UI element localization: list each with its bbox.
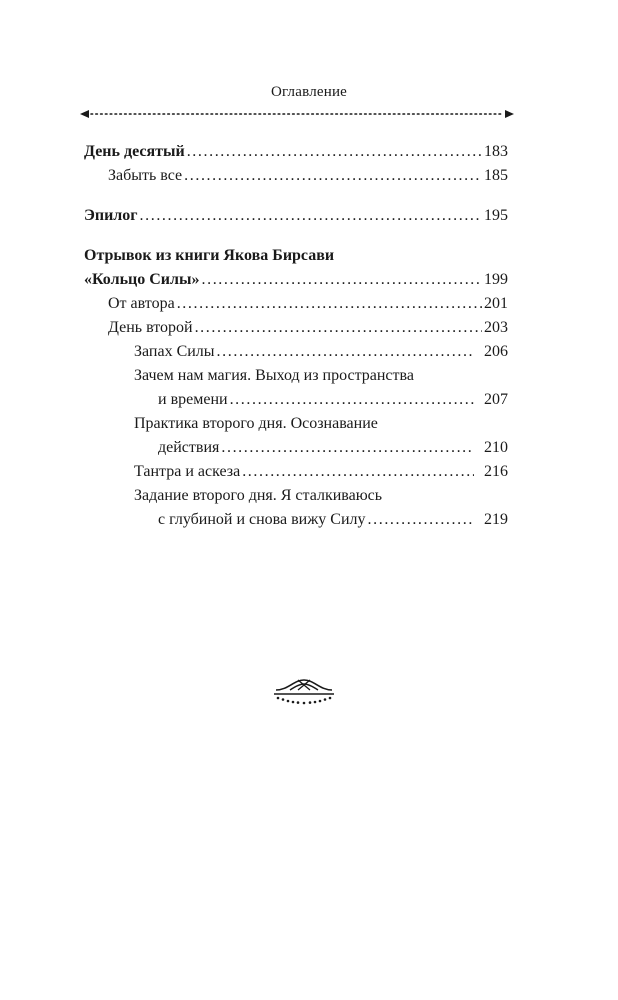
toc-page: 201 (484, 295, 508, 312)
toc-title: Запах Силы (134, 343, 215, 360)
leader-dots (195, 316, 482, 340)
leader-dots (177, 292, 482, 316)
dotted-arrow-rule-icon (80, 106, 514, 122)
leader-dots (140, 204, 482, 228)
toc-entry-practice-day2-line1[interactable]: Практика второго дня. Осознавание (134, 415, 378, 432)
leader-dots (187, 140, 482, 164)
toc-page: 210 (484, 439, 508, 456)
toc-page: 207 (484, 391, 508, 408)
leader-dots (230, 388, 474, 412)
toc-title: День второй (108, 319, 193, 336)
toc-title: действия (158, 439, 220, 456)
leader-dots (202, 268, 483, 292)
leader-dots (368, 508, 474, 532)
toc-page: 206 (484, 343, 508, 360)
toc-entry-day10[interactable] (84, 140, 508, 164)
toc-title: с глубиной и снова вижу Силу (158, 511, 366, 528)
toc-entry-excerpt-line1[interactable]: Отрывок из книги Якова Бирсави (84, 247, 335, 264)
toc-title: и времени (158, 391, 228, 408)
toc-title: Эпилог (84, 207, 138, 224)
toc-entry-practice-day2[interactable] (84, 436, 508, 460)
toc-page: 183 (484, 143, 508, 160)
toc-entry-forget-all[interactable] (84, 164, 508, 188)
toc-entry-from-author[interactable] (84, 292, 508, 316)
toc-entry-smell-of-power[interactable] (84, 340, 508, 364)
toc-entry-task-day2[interactable] (84, 508, 508, 532)
toc-entry-why-magic-line1[interactable]: Зачем нам магия. Выход из пространства (134, 367, 414, 384)
toc-entry-why-magic[interactable] (84, 388, 508, 412)
toc-page: 199 (484, 271, 508, 288)
toc-title: «Кольцо Силы» (84, 271, 200, 288)
running-head: Оглавление (270, 84, 348, 100)
toc-page: 203 (484, 319, 508, 336)
table-of-contents (84, 140, 508, 532)
toc-entry-day2[interactable] (84, 316, 508, 340)
toc-entry-tantra[interactable] (84, 460, 508, 484)
leader-dots (184, 164, 482, 188)
toc-page: 219 (484, 511, 508, 528)
leader-dots (221, 436, 474, 460)
toc-entry-epilogue[interactable] (84, 204, 508, 228)
toc-page: 195 (484, 207, 508, 224)
leader-dots (217, 340, 474, 364)
tail-piece-ornament-icon (272, 676, 336, 710)
leader-dots (242, 460, 474, 484)
toc-entry-task-day2-line1[interactable]: Задание второго дня. Я сталкиваюсь (134, 487, 383, 504)
toc-entry-excerpt[interactable] (84, 268, 508, 292)
toc-title: Тантра и аскеза (134, 463, 241, 480)
toc-page: 216 (484, 463, 508, 480)
toc-title: От автора (108, 295, 175, 312)
toc-title: День десятый (84, 143, 185, 160)
toc-title: Забыть все (108, 167, 183, 184)
toc-page: 185 (484, 167, 508, 184)
